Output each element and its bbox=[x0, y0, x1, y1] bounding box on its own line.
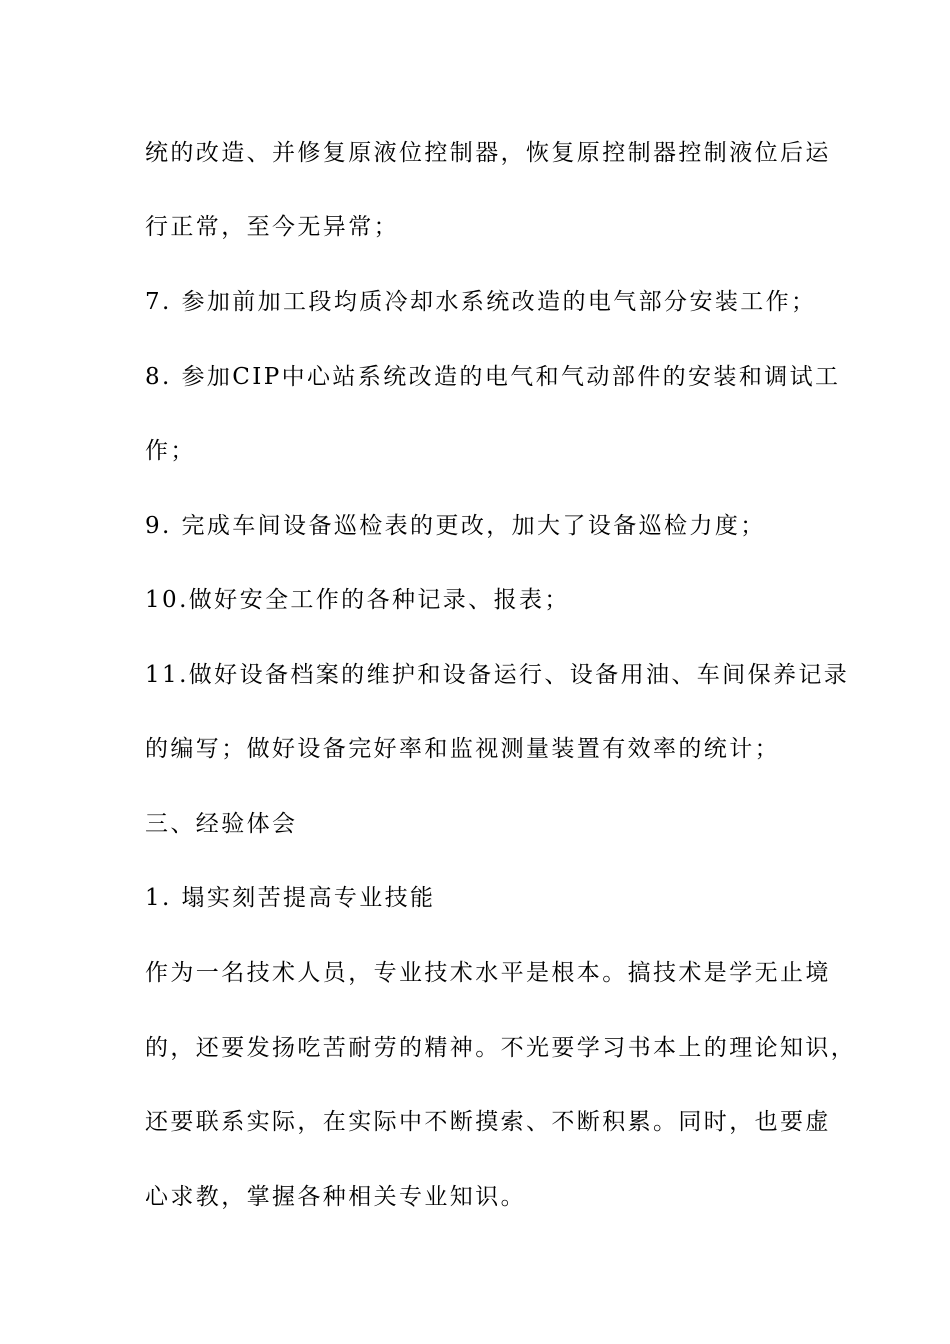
list-item-9: 9. 完成车间设备巡检表的更改，加大了设备巡检力度； bbox=[145, 513, 766, 539]
section-heading: 三、经验体会 bbox=[145, 811, 298, 837]
list-item-11: 11.做好设备档案的维护和设备运行、设备用油、车间保养记录 bbox=[145, 662, 850, 688]
paragraph-line: 行正常，至今无异常； bbox=[145, 214, 399, 240]
paragraph-line: 还要联系实际，在实际中不断摸索、不断积累。同时，也要虚 bbox=[145, 1109, 831, 1135]
paragraph-line: 的，还要发扬吃苦耐劳的精神。不光要学习书本上的理论知识， bbox=[145, 1035, 857, 1061]
list-item-7: 7. 参加前加工段均质冷却水系统改造的电气部分安装工作； bbox=[145, 289, 817, 315]
list-item-10: 10.做好安全工作的各种记录、报表； bbox=[145, 587, 570, 613]
paragraph-line: 统的改造、并修复原液位控制器，恢复原控制器控制液位后运 bbox=[145, 140, 831, 166]
list-item-8: 8. 参加CIP中心站系统改造的电气和气动部件的安装和调试工 bbox=[145, 364, 841, 390]
subsection-heading: 1. 塌实刻苦提高专业技能 bbox=[145, 885, 436, 911]
paragraph-line: 作为一名技术人员，专业技术水平是根本。搞技术是学无止境 bbox=[145, 960, 831, 986]
paragraph-line: 心求教，掌握各种相关专业知识。 bbox=[145, 1184, 526, 1210]
list-item-11-continuation: 的编写；做好设备完好率和监视测量装置有效率的统计； bbox=[145, 736, 780, 762]
list-item-8-continuation: 作； bbox=[145, 438, 196, 464]
